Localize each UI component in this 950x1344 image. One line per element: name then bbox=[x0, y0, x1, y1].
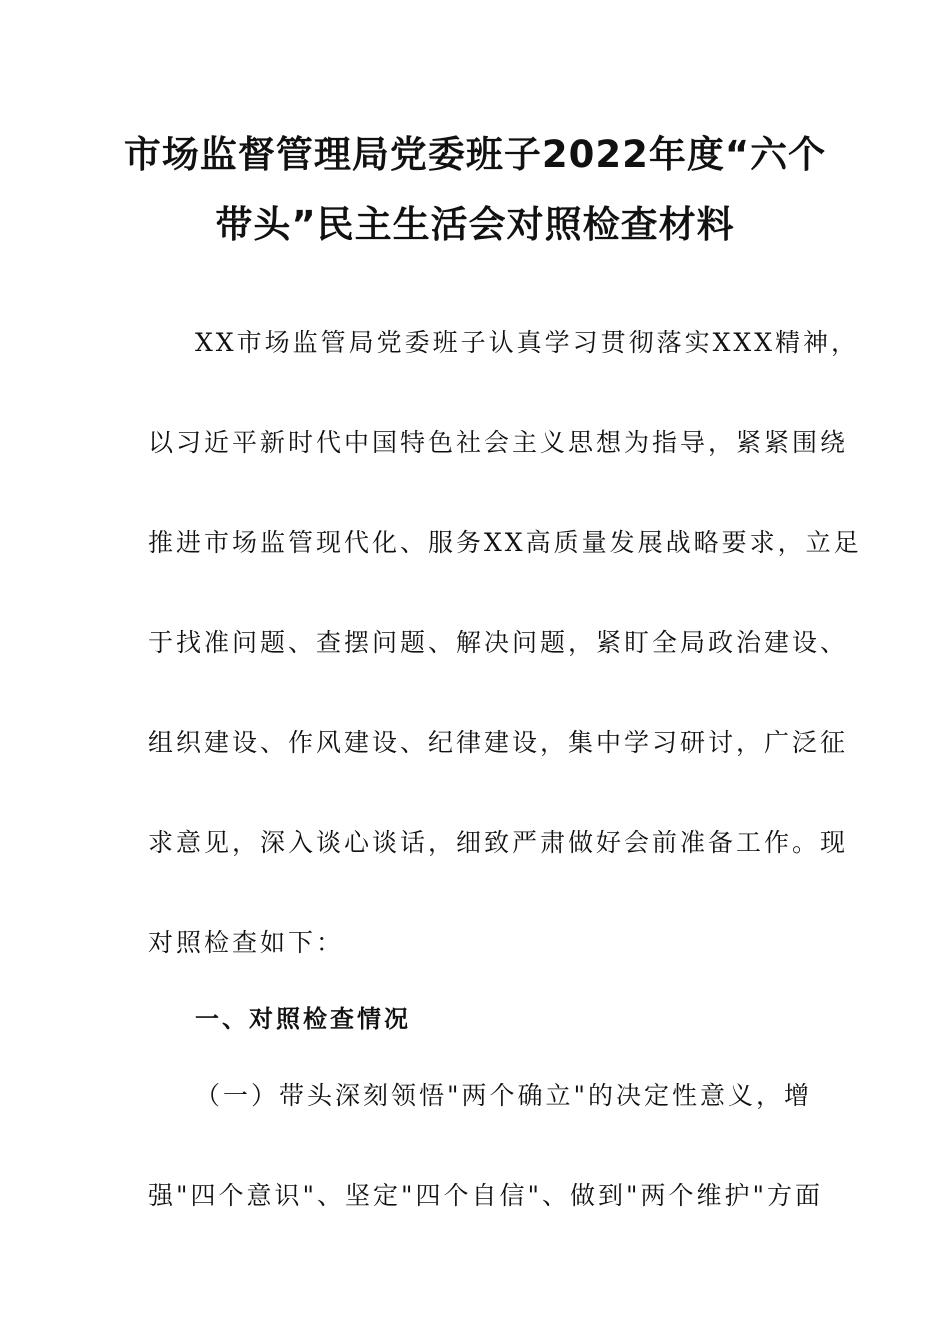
intro-paragraph-line-7: 对照检查如下： bbox=[148, 928, 345, 957]
intro-paragraph-line-4: 于找准问题、查摆问题、解决问题，紧盯全局政治建设、 bbox=[148, 628, 849, 657]
intro-paragraph-line-2: 以习近平新时代中国特色社会主义思想为指导，紧紧围绕 bbox=[148, 428, 849, 457]
intro-paragraph-line-6: 求意见，深入谈心谈话，细致严肃做好会前准备工作。现 bbox=[148, 828, 849, 857]
document-title-line-2: 带头”民主生活会对照检查材料 bbox=[215, 203, 735, 246]
intro-paragraph-line-1: XX市场监管局党委班子认真学习贯彻落实XXX精神， bbox=[195, 328, 859, 357]
subsection-line-1: （一）带头深刻领悟"两个确立"的决定性意义，增 bbox=[195, 1081, 812, 1110]
subsection-line-2: 强"四个意识"、坚定"四个自信"、做到"两个维护"方面 bbox=[148, 1181, 823, 1210]
intro-paragraph-line-5: 组织建设、作风建设、纪律建设，集中学习研讨，广泛征 bbox=[148, 728, 849, 757]
document-title-line-1: 市场监督管理局党委班子2022年度“六个 bbox=[123, 133, 827, 176]
intro-paragraph-line-3: 推进市场监管现代化、服务XX高质量发展战略要求，立足 bbox=[148, 528, 862, 557]
section-heading: 一、对照检查情况 bbox=[195, 1005, 411, 1033]
